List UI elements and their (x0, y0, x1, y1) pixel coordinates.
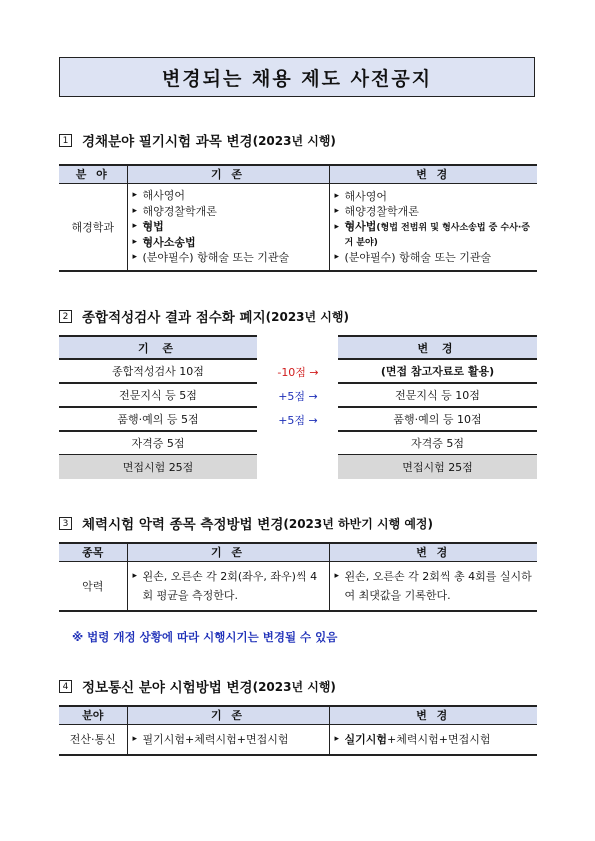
after-item: 전문지식 등 10점 (338, 383, 537, 407)
header-after: 변 경 (329, 543, 537, 561)
before-cell (127, 183, 329, 271)
section2-heading (59, 306, 349, 326)
field-cell: 해경학과 (59, 183, 127, 271)
field-cell: 악력 (59, 561, 127, 611)
after-cell (329, 561, 537, 611)
change-label: +5점 → (278, 414, 318, 427)
section3-year: (2023년 하반기 시행 예정) (283, 516, 434, 531)
bold-method: 실기시험 (344, 732, 388, 746)
after-item: (면접 참고자료로 활용) (338, 359, 537, 383)
after-header: 변 경 (338, 335, 537, 359)
after-cell (329, 724, 537, 755)
header-field: 종목 (59, 543, 127, 561)
list-item: ▸ (분야필수) 항해술 또는 기관술 (133, 250, 328, 266)
section3-heading (59, 513, 433, 533)
notice-text: ※ 법령 개정 상황에 따라 시행시기는 변경될 수 있음 (72, 630, 338, 644)
section1-table (59, 164, 537, 272)
section1-year: (2023년 시행) (252, 133, 336, 148)
list-item: ▸ 왼손, 오른손 각 2회(좌우, 좌우)씩 4회 평균을 측정한다. (133, 567, 328, 605)
list-item: ▸ 해사영어 (133, 188, 328, 204)
after-cell (329, 183, 537, 271)
header-field: 분 야 (59, 165, 127, 183)
header-before: 기 존 (127, 165, 329, 183)
header-before: 기 존 (127, 543, 329, 561)
after-item: 면접시험 25점 (338, 455, 537, 479)
list-item: ▸ 필기시험+체력시험+면접시험 (133, 732, 328, 748)
header-before: 기 존 (127, 706, 329, 724)
section3-number: 3 (59, 517, 72, 530)
section2-title: 종합적성검사 결과 점수화 폐지 (82, 310, 266, 326)
section3-title: 체력시험 악력 종목 측정방법 변경 (82, 517, 284, 533)
method-rest: +체력시험+면접시험 (387, 732, 491, 746)
before-item: 전문지식 등 5점 (59, 383, 257, 407)
section1-heading (59, 130, 336, 150)
list-item: ▸ 형법 (133, 219, 328, 235)
subject-detail: (형법 전범위 및 형사소송법 중 수사·증거 분야) (344, 222, 531, 248)
section4-table (59, 705, 537, 756)
header-field: 분야 (59, 706, 127, 724)
bold-subject: 형사법 (344, 219, 377, 233)
header-after: 변 경 (329, 706, 537, 724)
list-item (335, 732, 537, 748)
before-item: 면접시험 25점 (59, 455, 257, 479)
section3-table (59, 542, 537, 612)
list-item: ▸ (분야필수) 항해술 또는 기관술 (335, 250, 537, 266)
before-header: 기 존 (59, 335, 257, 359)
before-cell (127, 561, 329, 611)
list-item: ▸ 형사소송법 (133, 235, 328, 251)
list-item: ▸ 해양경찰학개론 (335, 204, 537, 220)
section1-title: 경채분야 필기시험 과목 변경 (82, 134, 253, 150)
section2-year: (2023년 시행) (265, 309, 349, 324)
section4-year: (2023년 시행) (252, 679, 336, 694)
before-item: 품행·예의 등 5점 (59, 407, 257, 431)
list-item: ▸ 왼손, 오른손 각 2회씩 총 4회를 실시하여 최댓값을 기록한다. (335, 567, 537, 605)
before-cell (127, 724, 329, 755)
list-item: ▸ 해양경찰학개론 (133, 204, 328, 220)
header-after: 변 경 (329, 165, 537, 183)
before-item: 종합적성검사 10점 (59, 359, 257, 383)
change-label: +5점 → (278, 390, 318, 403)
field-cell: 전산·통신 (59, 724, 127, 755)
section4-number: 4 (59, 680, 72, 693)
before-item: 자격증 5점 (59, 431, 257, 455)
page-title: 변경되는 채용 제도 사전공지 (59, 57, 535, 97)
section2-number: 2 (59, 310, 72, 323)
list-item: ▸ 해사영어 (335, 189, 537, 205)
change-label: -10점 → (277, 366, 319, 379)
after-item: 자격증 5점 (338, 431, 537, 455)
section1-number: 1 (59, 134, 72, 147)
section4-heading (59, 676, 336, 696)
after-item: 품행·예의 등 10점 (338, 407, 537, 431)
section4-title: 정보통신 분야 시험방법 변경 (82, 680, 253, 696)
list-item (335, 220, 537, 250)
